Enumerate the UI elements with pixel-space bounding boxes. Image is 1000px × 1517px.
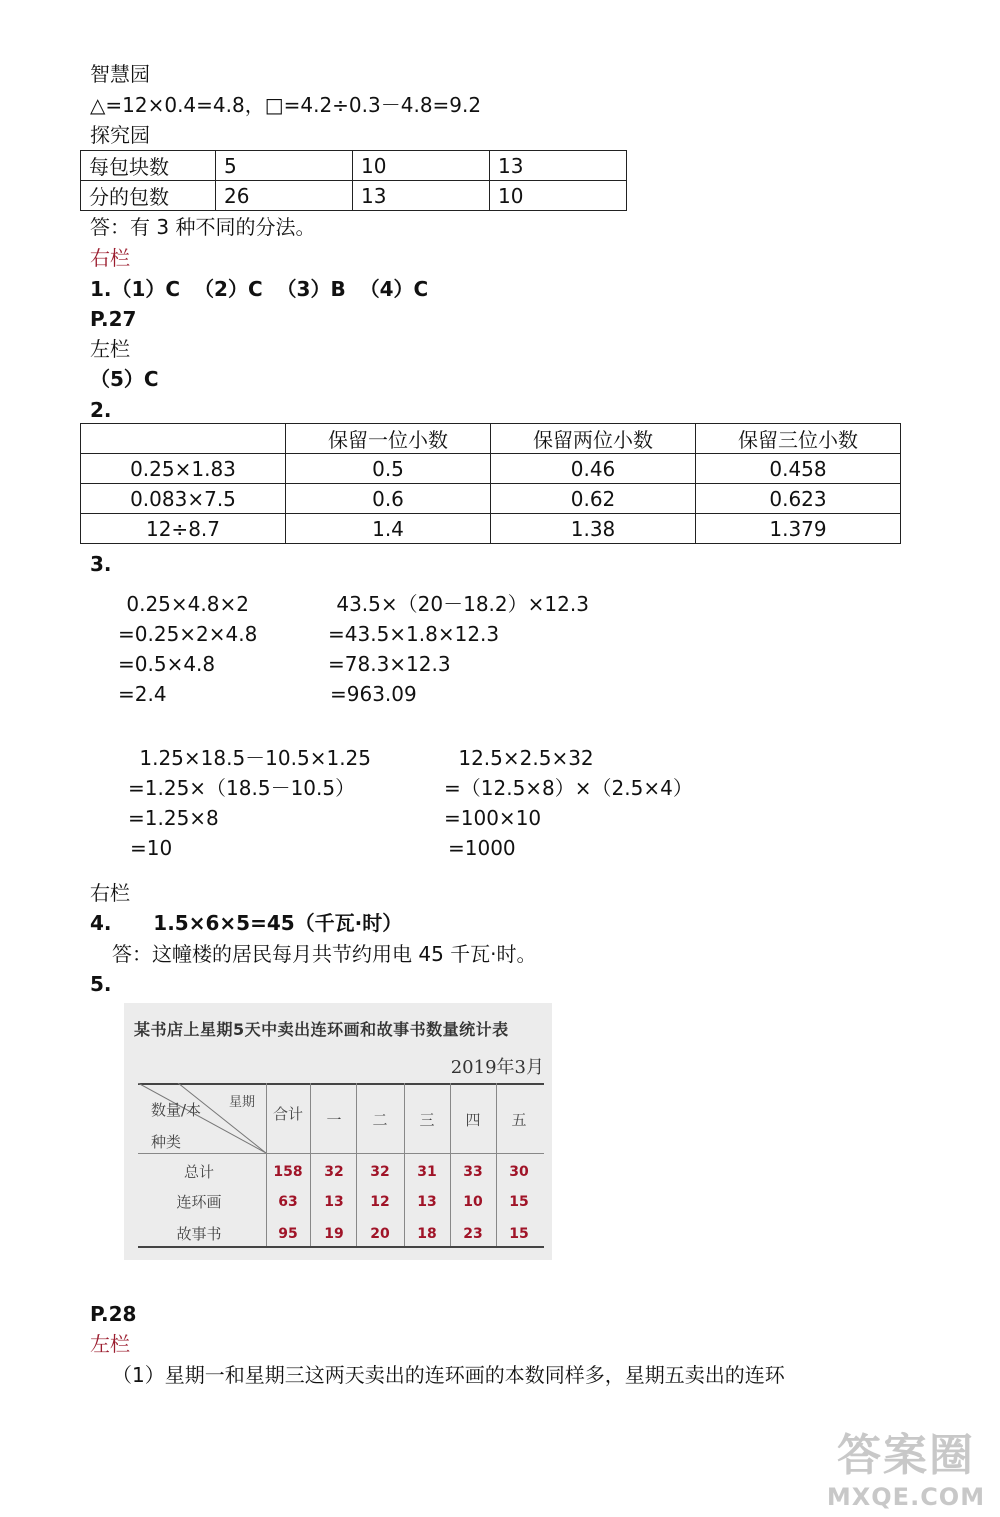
q5-answer: （5）C — [90, 367, 159, 391]
page-label: P.28 — [90, 1302, 137, 1326]
calc-d-line: =1000 — [448, 836, 516, 860]
row-label: 连环画 — [176, 1193, 222, 1211]
table-row — [81, 181, 627, 211]
divider — [450, 1083, 451, 1246]
q4-answer: 答：这幢楼的居民每月共节约用电 45 千瓦·时。 — [112, 942, 537, 966]
table-header-cell: 保留三位小数 — [696, 424, 901, 454]
header-day: 三 — [419, 1111, 435, 1129]
cell-value: 158 — [273, 1164, 303, 1180]
watermark-logo — [826, 1419, 986, 1511]
divider — [266, 1083, 267, 1246]
table-cell: 1.4 — [286, 514, 491, 544]
calc-c-line: 1.25×18.5－10.5×1.25 — [133, 746, 371, 770]
table-cell: 13 — [353, 181, 490, 211]
table-row — [81, 151, 627, 181]
table-header-cell: 保留一位小数 — [286, 424, 491, 454]
answer-line: 答：有 3 种不同的分法。 — [90, 215, 316, 239]
stat-table-caption: 某书店上星期5天中卖出连环画和故事书数量统计表 — [134, 1020, 509, 1039]
watermark-url: MXQE.COM — [826, 1483, 986, 1511]
cell-value: 23 — [463, 1226, 483, 1242]
table-header-row — [81, 424, 901, 454]
cell-value: 33 — [463, 1164, 483, 1180]
stat-table-image — [124, 1003, 552, 1260]
header-day: 四 — [465, 1111, 481, 1129]
q1-answers: 1.（1）C （2）C （3）B （4）C — [90, 277, 429, 301]
q2-label: 2. — [90, 398, 112, 422]
grouping-table — [80, 150, 627, 211]
table-cell: 1.379 — [696, 514, 901, 544]
table-cell: 0.62 — [491, 484, 696, 514]
calc-a-line: =2.4 — [118, 682, 167, 706]
table-cell: 1.38 — [491, 514, 696, 544]
cell-value: 15 — [509, 1194, 529, 1210]
cell-value: 10 — [463, 1194, 483, 1210]
cell-value: 18 — [417, 1226, 437, 1242]
calc-b-line: =43.5×1.8×12.3 — [328, 622, 500, 646]
table-header-cell — [81, 424, 286, 454]
calc-d-line: =（12.5×8）×（2.5×4） — [444, 776, 693, 800]
calc-c-line: =1.25×（18.5－10.5） — [128, 776, 356, 800]
cell-value: 32 — [370, 1164, 390, 1180]
cell-value: 63 — [278, 1194, 298, 1210]
calc-c-line: =1.25×8 — [128, 806, 219, 830]
table-cell: 0.25×1.83 — [81, 454, 286, 484]
cell-value: 31 — [417, 1164, 437, 1180]
stat-table-date: 2019年3月 — [450, 1057, 544, 1078]
q4-equation: 4. 1.5×6×5=45（千瓦·时） — [90, 911, 403, 935]
cell-value: 19 — [324, 1226, 344, 1242]
calc-a-line: 0.25×4.8×2 — [120, 592, 249, 616]
header-day: 二 — [372, 1111, 388, 1129]
row-label: 故事书 — [176, 1225, 222, 1243]
divider — [356, 1083, 357, 1246]
formula-line: △=12×0.4=4.8，□=4.2÷0.3－4.8=9.2 — [90, 93, 482, 117]
calc-a-line: =0.25×2×4.8 — [118, 622, 258, 646]
page-label: P.27 — [90, 307, 137, 331]
section-zhihuiyuan: 智慧园 — [90, 62, 150, 86]
cell-value: 13 — [417, 1194, 437, 1210]
table-cell: 0.5 — [286, 454, 491, 484]
q5-label: 5. — [90, 972, 112, 996]
table-cell: 10 — [353, 151, 490, 181]
table-cell: 0.6 — [286, 484, 491, 514]
section-youlan: 右栏 — [90, 881, 130, 905]
header-day: 五 — [511, 1111, 527, 1129]
section-youlan: 右栏 — [90, 246, 130, 270]
table-cell: 每包块数 — [81, 151, 216, 181]
divider — [310, 1083, 311, 1246]
section-zuolan: 左栏 — [90, 1332, 130, 1356]
table-cell: 26 — [216, 181, 353, 211]
row-label: 总计 — [183, 1163, 214, 1181]
divider — [138, 1153, 544, 1154]
table-cell: 0.083×7.5 — [81, 484, 286, 514]
watermark-text: 答案圈 — [837, 1430, 975, 1481]
calc-d-line: =100×10 — [444, 806, 542, 830]
calc-b-line: =78.3×12.3 — [328, 652, 451, 676]
section-zuolan: 左栏 — [90, 337, 130, 361]
cell-value: 13 — [324, 1194, 344, 1210]
table-cell: 13 — [490, 151, 627, 181]
header-day: 一 — [326, 1111, 342, 1129]
table-cell: 5 — [216, 151, 353, 181]
calc-d-line: 12.5×2.5×32 — [452, 746, 594, 770]
table-cell: 12÷8.7 — [81, 514, 286, 544]
cell-value: 30 — [509, 1164, 529, 1180]
calc-a-line: =0.5×4.8 — [118, 652, 216, 676]
cell-value: 15 — [509, 1226, 529, 1242]
divider — [496, 1083, 497, 1246]
header-total: 合计 — [272, 1105, 303, 1123]
divider — [404, 1083, 405, 1246]
table-row — [81, 514, 901, 544]
calc-c-line: =10 — [130, 836, 173, 860]
calc-b-line: =963.09 — [330, 682, 417, 706]
table-cell: 分的包数 — [81, 181, 216, 211]
table-cell: 0.46 — [491, 454, 696, 484]
table-row — [81, 454, 901, 484]
table-cell: 10 — [490, 181, 627, 211]
corner-label-quantity: 数量/本 — [150, 1101, 202, 1119]
corner-label-weekday: 星期 — [228, 1095, 255, 1110]
corner-label-type: 种类 — [150, 1133, 181, 1151]
table-row — [81, 484, 901, 514]
table-cell: 0.623 — [696, 484, 901, 514]
q3-label: 3. — [90, 552, 112, 576]
section-tanjiuyuan: 探究园 — [90, 123, 150, 147]
answer-line: （1）星期一和星期三这两天卖出的连环画的本数同样多，星期五卖出的连环 — [112, 1363, 785, 1387]
table-cell: 0.458 — [696, 454, 901, 484]
calc-b-line: 43.5×（20－18.2）×12.3 — [330, 592, 589, 616]
cell-value: 12 — [370, 1194, 390, 1210]
cell-value: 32 — [324, 1164, 344, 1180]
divider — [138, 1246, 544, 1248]
cell-value: 95 — [278, 1226, 298, 1242]
cell-value: 20 — [370, 1226, 390, 1242]
table-header-cell: 保留两位小数 — [491, 424, 696, 454]
rounding-table — [80, 423, 901, 544]
